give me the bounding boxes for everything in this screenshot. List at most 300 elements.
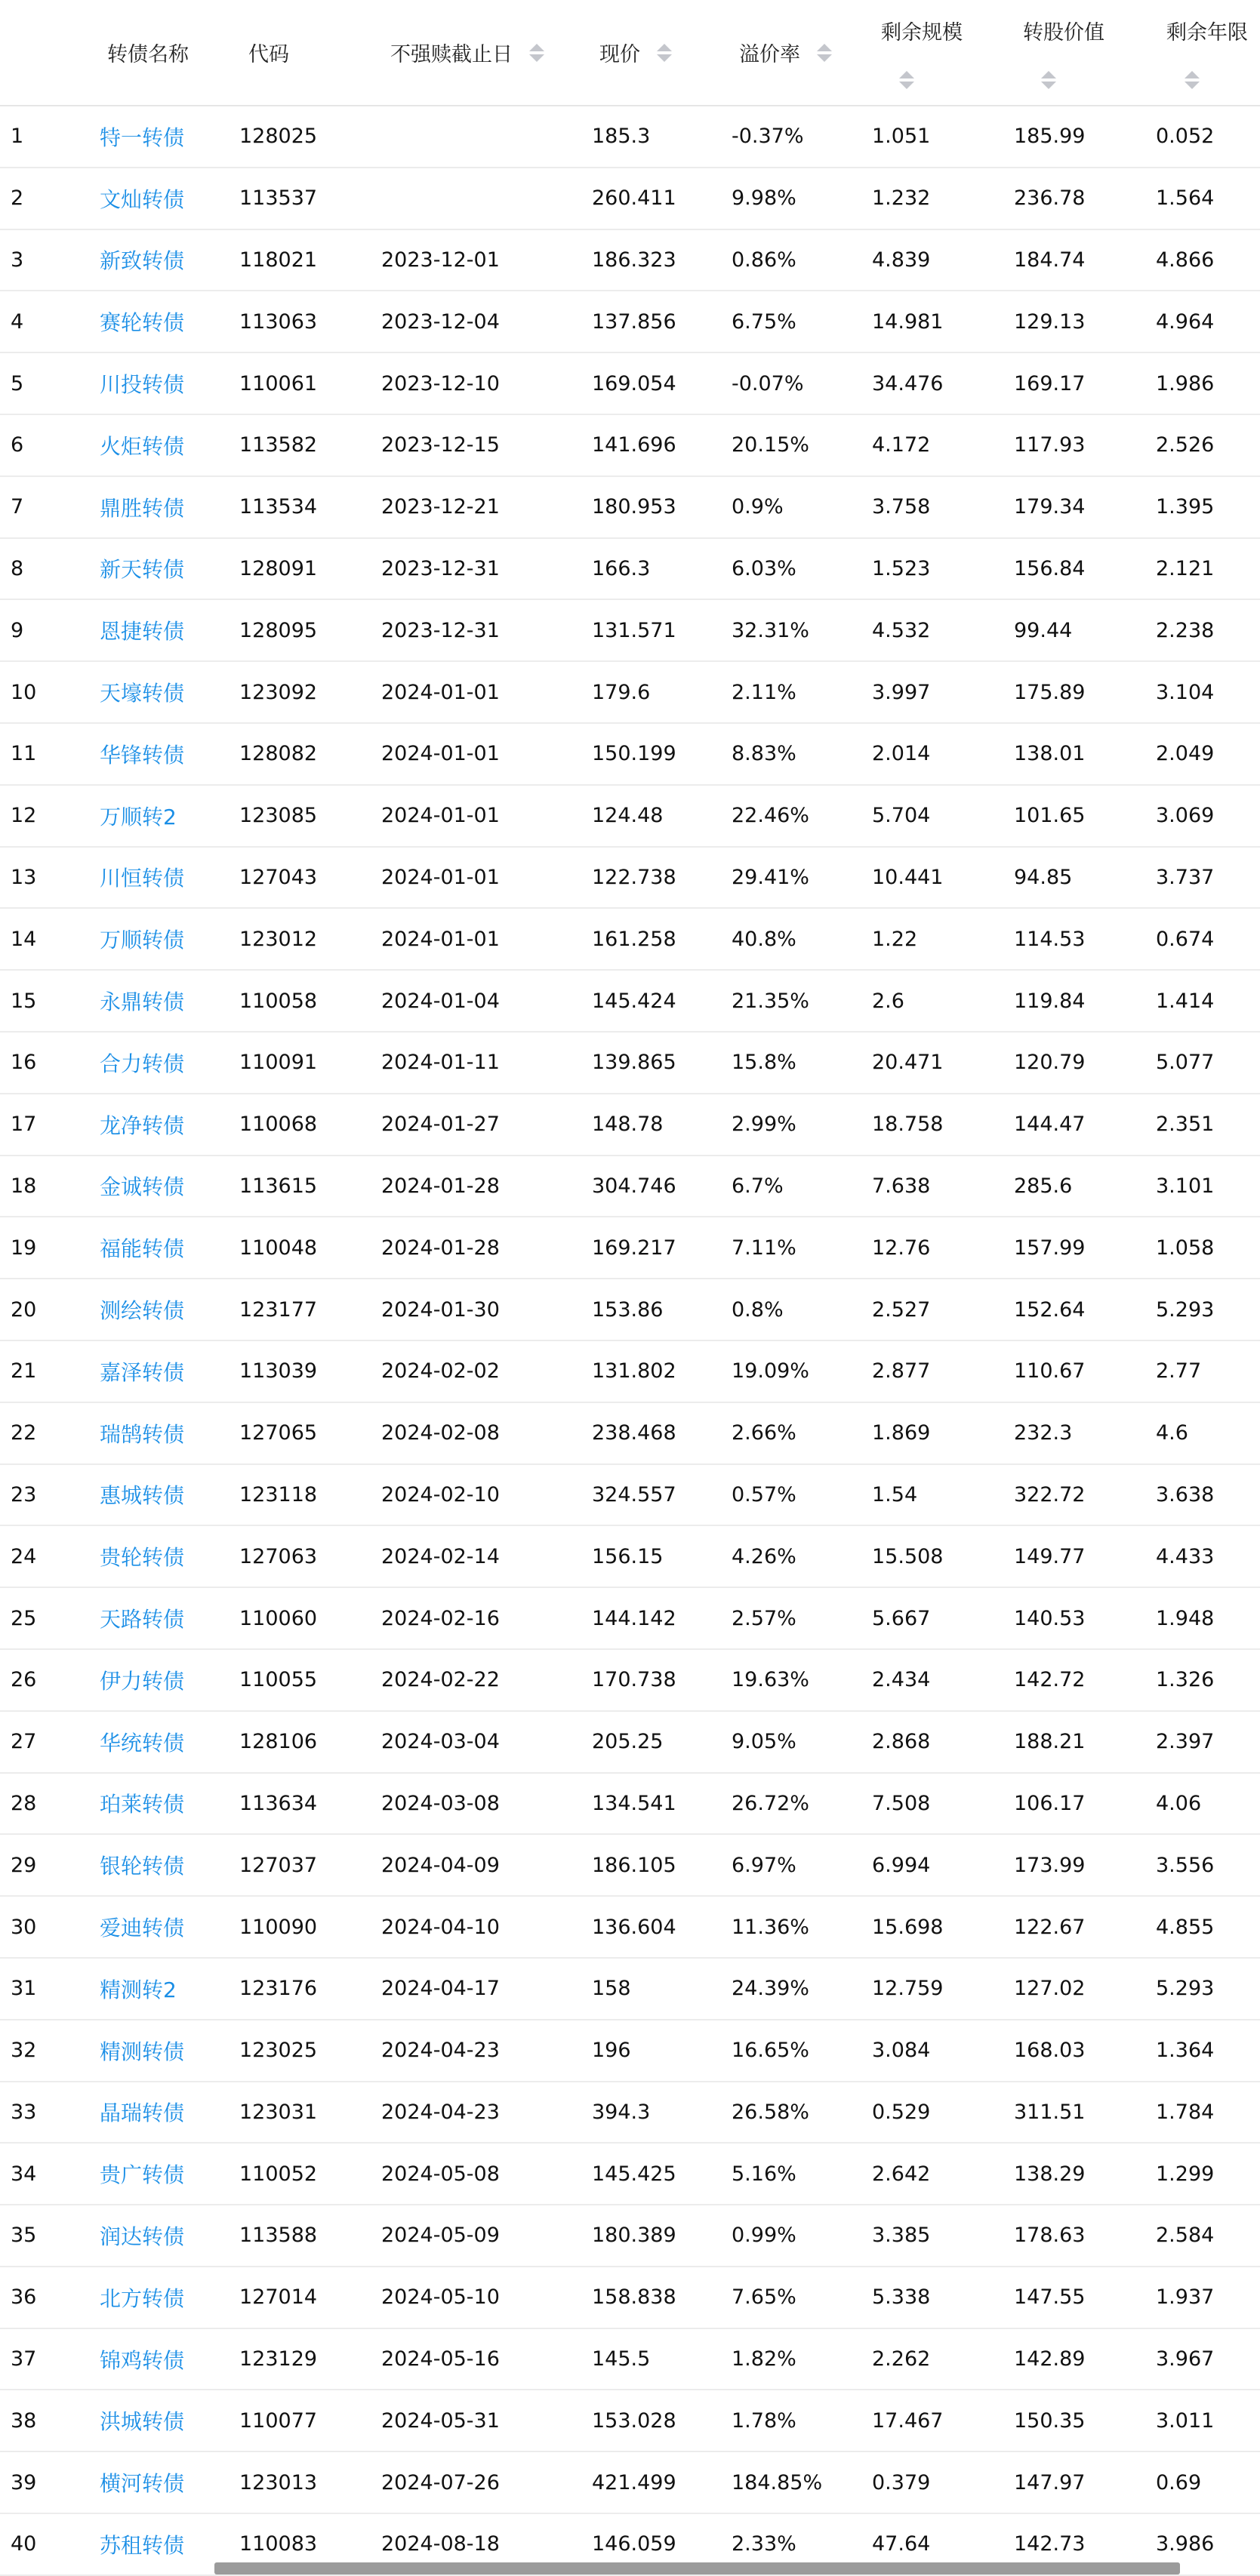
row-index: 20 <box>0 1279 100 1340</box>
redeem-date: 2023-12-01 <box>381 229 592 291</box>
premium-rate: 2.99% <box>732 1094 872 1156</box>
remaining-years: 1.986 <box>1156 352 1260 414</box>
row-index: 9 <box>0 599 100 661</box>
row-index: 24 <box>0 1525 100 1587</box>
remaining-years: 3.986 <box>1156 2513 1260 2575</box>
bond-code: 113588 <box>239 2205 381 2267</box>
remaining-size: 1.54 <box>872 1464 1014 1526</box>
remaining-size: 4.532 <box>872 599 1014 661</box>
remaining-size: 15.508 <box>872 1525 1014 1587</box>
remaining-size: 0.529 <box>872 2082 1014 2144</box>
row-index: 4 <box>0 291 100 352</box>
table-row[interactable] <box>0 1032 1260 1094</box>
table-row[interactable] <box>0 723 1260 785</box>
conversion-value: 147.55 <box>1014 2267 1156 2328</box>
price: 166.3 <box>592 538 732 600</box>
bond-name-link[interactable]: 晶瑞转债 <box>100 2082 239 2144</box>
bond-name-link[interactable]: 华统转债 <box>100 1711 239 1773</box>
remaining-size: 10.441 <box>872 847 1014 909</box>
redeem-date: 2024-01-28 <box>381 1217 592 1279</box>
redeem-date: 2024-04-23 <box>381 2082 592 2144</box>
conversion-value: 144.47 <box>1014 1094 1156 1156</box>
table-row[interactable] <box>0 1958 1260 2020</box>
bond-name-link[interactable]: 苏租转债 <box>100 2513 239 2575</box>
table-row[interactable] <box>0 1711 1260 1773</box>
premium-rate: 1.82% <box>732 2328 872 2390</box>
conversion-value: 142.89 <box>1014 2328 1156 2390</box>
bond-name-link[interactable]: 合力转债 <box>100 1032 239 1094</box>
redeem-date: 2024-04-17 <box>381 1958 592 2020</box>
row-index: 12 <box>0 785 100 847</box>
bond-name-link[interactable]: 贵轮转债 <box>100 1525 239 1587</box>
bond-name-link[interactable]: 润达转债 <box>100 2205 239 2267</box>
table-row[interactable] <box>0 538 1260 600</box>
row-index: 15 <box>0 970 100 1032</box>
price: 144.142 <box>592 1587 732 1649</box>
bond-name-link[interactable]: 川恒转债 <box>100 847 239 909</box>
bond-name-link[interactable]: 洪城转债 <box>100 2390 239 2451</box>
remaining-years: 3.638 <box>1156 1464 1260 1526</box>
redeem-date: 2024-01-27 <box>381 1094 592 1156</box>
bond-code: 110077 <box>239 2390 381 2451</box>
redeem-date: 2023-12-15 <box>381 414 592 476</box>
bond-code: 123025 <box>239 2020 381 2082</box>
table-row[interactable] <box>0 2267 1260 2328</box>
horizontal-scrollbar[interactable] <box>214 2562 1180 2574</box>
conversion-value: 236.78 <box>1014 168 1156 229</box>
bond-name-link[interactable]: 精测转债 <box>100 2020 239 2082</box>
premium-rate: 19.09% <box>732 1340 872 1402</box>
conversion-value: 142.73 <box>1014 2513 1156 2575</box>
bond-code: 113063 <box>239 291 381 352</box>
remaining-size: 12.76 <box>872 1217 1014 1279</box>
redeem-date: 2024-04-09 <box>381 1834 592 1896</box>
price: 421.499 <box>592 2451 732 2513</box>
premium-rate: 32.31% <box>732 599 872 661</box>
bond-code: 127063 <box>239 1525 381 1587</box>
conversion-value: 138.29 <box>1014 2143 1156 2205</box>
remaining-years: 2.238 <box>1156 599 1260 661</box>
price: 137.856 <box>592 291 732 352</box>
row-index: 33 <box>0 2082 100 2144</box>
redeem-date: 2023-12-04 <box>381 291 592 352</box>
row-index: 11 <box>0 723 100 785</box>
remaining-size: 6.994 <box>872 1834 1014 1896</box>
table-row[interactable] <box>0 1279 1260 1340</box>
table-row[interactable] <box>0 1156 1260 1217</box>
redeem-date: 2024-02-14 <box>381 1525 592 1587</box>
sort-arrows-icon[interactable] <box>1041 71 1056 89</box>
bond-name-link[interactable]: 万顺转2 <box>100 785 239 847</box>
premium-rate: 0.57% <box>732 1464 872 1526</box>
row-index: 36 <box>0 2267 100 2328</box>
redeem-date: 2024-01-01 <box>381 908 592 970</box>
table-row[interactable] <box>0 2328 1260 2390</box>
conversion-value: 232.3 <box>1014 1402 1156 1464</box>
sort-arrows-icon[interactable] <box>657 44 672 62</box>
conversion-value: 152.64 <box>1014 1279 1156 1340</box>
row-index: 10 <box>0 661 100 723</box>
bond-name-link[interactable]: 爱迪转债 <box>100 1896 239 1958</box>
remaining-size: 1.232 <box>872 168 1014 229</box>
remaining-size: 7.638 <box>872 1156 1014 1217</box>
bond-name-link[interactable]: 锦鸡转债 <box>100 2328 239 2390</box>
bond-name-link[interactable]: 惠城转债 <box>100 1464 239 1526</box>
price: 148.78 <box>592 1094 732 1156</box>
bond-code: 113537 <box>239 168 381 229</box>
premium-rate: 2.11% <box>732 661 872 723</box>
table-row[interactable] <box>0 2020 1260 2082</box>
bond-name-link[interactable]: 福能转债 <box>100 1217 239 1279</box>
table-row[interactable] <box>0 847 1260 909</box>
remaining-years: 2.049 <box>1156 723 1260 785</box>
header-conversion-value[interactable] <box>1014 0 1156 106</box>
conversion-value: 156.84 <box>1014 538 1156 600</box>
table-row[interactable] <box>0 1217 1260 1279</box>
table-row[interactable] <box>0 908 1260 970</box>
row-index: 32 <box>0 2020 100 2082</box>
header-code[interactable] <box>239 0 381 106</box>
price: 124.48 <box>592 785 732 847</box>
table-row[interactable] <box>0 476 1260 538</box>
bond-name-link[interactable]: 测绘转债 <box>100 1279 239 1340</box>
row-index: 8 <box>0 538 100 600</box>
row-index: 38 <box>0 2390 100 2451</box>
row-index: 34 <box>0 2143 100 2205</box>
bond-name-link[interactable]: 新天转债 <box>100 538 239 600</box>
redeem-date: 2024-05-09 <box>381 2205 592 2267</box>
remaining-size: 34.476 <box>872 352 1014 414</box>
table-row[interactable] <box>0 1094 1260 1156</box>
row-index: 26 <box>0 1649 100 1711</box>
conversion-value: 188.21 <box>1014 1711 1156 1773</box>
row-index: 18 <box>0 1156 100 1217</box>
sort-arrows-icon[interactable] <box>1185 71 1200 89</box>
bond-name-link[interactable]: 北方转债 <box>100 2267 239 2328</box>
table-row[interactable] <box>0 661 1260 723</box>
bond-name-link[interactable]: 贵广转债 <box>100 2143 239 2205</box>
remaining-size: 1.523 <box>872 538 1014 600</box>
price: 185.3 <box>592 106 732 168</box>
remaining-years: 0.052 <box>1156 106 1260 168</box>
price: 153.028 <box>592 2390 732 2451</box>
premium-rate: 11.36% <box>732 1896 872 1958</box>
bond-code: 110068 <box>239 1094 381 1156</box>
premium-rate: 16.65% <box>732 2020 872 2082</box>
bond-code: 128082 <box>239 723 381 785</box>
premium-rate: 21.35% <box>732 970 872 1032</box>
redeem-date: 2024-03-08 <box>381 1773 592 1835</box>
premium-rate: 29.41% <box>732 847 872 909</box>
bond-name-link[interactable]: 珀莱转债 <box>100 1773 239 1835</box>
premium-rate: 1.78% <box>732 2390 872 2451</box>
table-body <box>0 106 1260 2575</box>
price: 170.738 <box>592 1649 732 1711</box>
bond-name-link[interactable]: 川投转债 <box>100 352 239 414</box>
table-row[interactable] <box>0 2390 1260 2451</box>
remaining-size: 2.877 <box>872 1340 1014 1402</box>
premium-rate: 9.05% <box>732 1711 872 1773</box>
bond-name-link[interactable]: 万顺转债 <box>100 908 239 970</box>
remaining-size: 0.379 <box>872 2451 1014 2513</box>
bond-code: 127065 <box>239 1402 381 1464</box>
table-row[interactable] <box>0 168 1260 229</box>
bond-code: 110052 <box>239 2143 381 2205</box>
row-index: 17 <box>0 1094 100 1156</box>
remaining-years: 4.866 <box>1156 229 1260 291</box>
table-row[interactable] <box>0 1834 1260 1896</box>
table-row[interactable] <box>0 1773 1260 1835</box>
remaining-years: 5.293 <box>1156 1958 1260 2020</box>
price: 304.746 <box>592 1156 732 1217</box>
price: 145.424 <box>592 970 732 1032</box>
header-index <box>0 0 100 106</box>
price: 260.411 <box>592 168 732 229</box>
remaining-size: 18.758 <box>872 1094 1014 1156</box>
premium-rate: 20.15% <box>732 414 872 476</box>
redeem-date: 2024-02-22 <box>381 1649 592 1711</box>
redeem-date: 2024-01-01 <box>381 723 592 785</box>
redeem-date: 2024-01-28 <box>381 1156 592 1217</box>
bond-code: 123031 <box>239 2082 381 2144</box>
remaining-years: 1.326 <box>1156 1649 1260 1711</box>
price: 141.696 <box>592 414 732 476</box>
sort-arrows-icon[interactable] <box>899 71 914 89</box>
remaining-size: 2.642 <box>872 2143 1014 2205</box>
header-price-label: 现价 <box>599 43 640 66</box>
premium-rate: 22.46% <box>732 785 872 847</box>
premium-rate: 0.99% <box>732 2205 872 2267</box>
bond-name-link[interactable]: 天壕转债 <box>100 661 239 723</box>
conversion-value: 120.79 <box>1014 1032 1156 1094</box>
row-index: 35 <box>0 2205 100 2267</box>
price: 131.802 <box>592 1340 732 1402</box>
bond-name-link[interactable]: 天路转债 <box>100 1587 239 1649</box>
bond-name-link[interactable]: 瑞鹄转债 <box>100 1402 239 1464</box>
redeem-date: 2024-05-16 <box>381 2328 592 2390</box>
bond-code: 113634 <box>239 1773 381 1835</box>
price: 196 <box>592 2020 732 2082</box>
price: 180.389 <box>592 2205 732 2267</box>
header-name[interactable] <box>100 0 239 106</box>
bond-name-link[interactable]: 恩捷转债 <box>100 599 239 661</box>
row-index: 16 <box>0 1032 100 1094</box>
redeem-date: 2024-01-01 <box>381 785 592 847</box>
redeem-date: 2024-07-26 <box>381 2451 592 2513</box>
remaining-years: 2.526 <box>1156 414 1260 476</box>
table-row[interactable] <box>0 291 1260 352</box>
remaining-years: 0.69 <box>1156 2451 1260 2513</box>
price: 238.468 <box>592 1402 732 1464</box>
conversion-value: 101.65 <box>1014 785 1156 847</box>
remaining-years: 2.584 <box>1156 2205 1260 2267</box>
table-row[interactable] <box>0 414 1260 476</box>
remaining-size: 1.869 <box>872 1402 1014 1464</box>
bond-name-link[interactable]: 金诚转债 <box>100 1156 239 1217</box>
bond-name-link[interactable]: 文灿转债 <box>100 168 239 229</box>
conversion-value: 184.74 <box>1014 229 1156 291</box>
row-index: 13 <box>0 847 100 909</box>
header-remaining-years[interactable] <box>1156 0 1260 106</box>
premium-rate: 9.98% <box>732 168 872 229</box>
table-row[interactable] <box>0 352 1260 414</box>
table-row[interactable] <box>0 1649 1260 1711</box>
bond-name-link[interactable]: 新致转债 <box>100 229 239 291</box>
table-row[interactable] <box>0 1402 1260 1464</box>
remaining-size: 2.6 <box>872 970 1014 1032</box>
table-row[interactable] <box>0 1896 1260 1958</box>
price: 186.323 <box>592 229 732 291</box>
conversion-value: 127.02 <box>1014 1958 1156 2020</box>
table-row[interactable] <box>0 785 1260 847</box>
conversion-value: 149.77 <box>1014 1525 1156 1587</box>
redeem-date: 2024-02-08 <box>381 1402 592 1464</box>
remaining-years: 1.299 <box>1156 2143 1260 2205</box>
remaining-years: 5.293 <box>1156 1279 1260 1340</box>
remaining-years: 1.058 <box>1156 1217 1260 1279</box>
header-remaining-size[interactable] <box>872 0 1014 106</box>
remaining-size: 20.471 <box>872 1032 1014 1094</box>
redeem-date: 2024-01-30 <box>381 1279 592 1340</box>
premium-rate: 15.8% <box>732 1032 872 1094</box>
row-index: 1 <box>0 106 100 168</box>
conversion-value: 173.99 <box>1014 1834 1156 1896</box>
remaining-years: 3.556 <box>1156 1834 1260 1896</box>
row-index: 23 <box>0 1464 100 1526</box>
remaining-size: 17.467 <box>872 2390 1014 2451</box>
redeem-date: 2024-02-16 <box>381 1587 592 1649</box>
row-index: 6 <box>0 414 100 476</box>
bond-name-link[interactable]: 横河转债 <box>100 2451 239 2513</box>
bond-name-link[interactable]: 银轮转债 <box>100 1834 239 1896</box>
redeem-date: 2024-08-18 <box>381 2513 592 2575</box>
bond-name-link[interactable]: 伊力转债 <box>100 1649 239 1711</box>
redeem-date: 2024-01-11 <box>381 1032 592 1094</box>
price: 158.838 <box>592 2267 732 2328</box>
table-row[interactable] <box>0 1587 1260 1649</box>
premium-rate: 2.57% <box>732 1587 872 1649</box>
sort-arrows-icon[interactable] <box>529 44 544 62</box>
table-row[interactable] <box>0 1464 1260 1526</box>
remaining-years: 2.121 <box>1156 538 1260 600</box>
conversion-value: 175.89 <box>1014 661 1156 723</box>
row-index: 29 <box>0 1834 100 1896</box>
price: 145.425 <box>592 2143 732 2205</box>
remaining-years: 1.414 <box>1156 970 1260 1032</box>
row-index: 22 <box>0 1402 100 1464</box>
row-index: 3 <box>0 229 100 291</box>
bond-name-link[interactable]: 鼎胜转债 <box>100 476 239 538</box>
conversion-value: 185.99 <box>1014 106 1156 168</box>
remaining-years: 3.104 <box>1156 661 1260 723</box>
bond-name-link[interactable]: 龙净转债 <box>100 1094 239 1156</box>
bond-name-link[interactable]: 火炬转债 <box>100 414 239 476</box>
table-row[interactable] <box>0 2205 1260 2267</box>
bond-name-link[interactable]: 华锋转债 <box>100 723 239 785</box>
header-code-label: 代码 <box>248 43 289 66</box>
remaining-size: 5.667 <box>872 1587 1014 1649</box>
remaining-size: 4.172 <box>872 414 1014 476</box>
bond-code: 128025 <box>239 106 381 168</box>
table-row[interactable] <box>0 599 1260 661</box>
bond-name-link[interactable]: 精测转2 <box>100 1958 239 2020</box>
bond-code: 123013 <box>239 2451 381 2513</box>
premium-rate: 184.85% <box>732 2451 872 2513</box>
table-row[interactable] <box>0 229 1260 291</box>
header-remaining-size-label: 剩余规模 <box>881 21 963 45</box>
premium-rate: 24.39% <box>732 1958 872 2020</box>
remaining-size: 7.508 <box>872 1773 1014 1835</box>
bond-code: 113039 <box>239 1340 381 1402</box>
table-row[interactable] <box>0 106 1260 168</box>
price: 180.953 <box>592 476 732 538</box>
bond-code: 123177 <box>239 1279 381 1340</box>
redeem-date: 2023-12-31 <box>381 538 592 600</box>
bond-name-link[interactable]: 嘉泽转债 <box>100 1340 239 1402</box>
premium-rate: 2.66% <box>732 1402 872 1464</box>
remaining-years: 5.077 <box>1156 1032 1260 1094</box>
remaining-years: 1.948 <box>1156 1587 1260 1649</box>
table-row[interactable] <box>0 2143 1260 2205</box>
price: 186.105 <box>592 1834 732 1896</box>
redeem-date: 2024-05-08 <box>381 2143 592 2205</box>
conversion-value: 178.63 <box>1014 2205 1156 2267</box>
premium-rate: 7.11% <box>732 1217 872 1279</box>
bond-code: 127014 <box>239 2267 381 2328</box>
header-remaining-years-label: 剩余年限 <box>1166 21 1248 45</box>
header-redeem-date-label: 不强赎截止日 <box>390 43 513 66</box>
conversion-value: 150.35 <box>1014 2390 1156 2451</box>
table-row[interactable] <box>0 2451 1260 2513</box>
header-price[interactable] <box>592 0 732 106</box>
premium-rate: 8.83% <box>732 723 872 785</box>
remaining-size: 5.704 <box>872 785 1014 847</box>
remaining-years: 3.011 <box>1156 2390 1260 2451</box>
bond-code: 123118 <box>239 1464 381 1526</box>
remaining-size: 14.981 <box>872 291 1014 352</box>
header-premium[interactable] <box>732 0 872 106</box>
table-row[interactable] <box>0 1525 1260 1587</box>
bond-name-link[interactable]: 赛轮转债 <box>100 291 239 352</box>
row-index: 37 <box>0 2328 100 2390</box>
redeem-date: 2024-03-04 <box>381 1711 592 1773</box>
bond-name-link[interactable]: 永鼎转债 <box>100 970 239 1032</box>
remaining-years: 4.855 <box>1156 1896 1260 1958</box>
conversion-value: 106.17 <box>1014 1773 1156 1835</box>
sort-arrows-icon[interactable] <box>817 44 832 62</box>
premium-rate: 7.65% <box>732 2267 872 2328</box>
remaining-years: 0.674 <box>1156 908 1260 970</box>
remaining-size: 5.338 <box>872 2267 1014 2328</box>
table-row[interactable] <box>0 970 1260 1032</box>
remaining-years: 4.433 <box>1156 1525 1260 1587</box>
bond-code: 110091 <box>239 1032 381 1094</box>
remaining-size: 2.434 <box>872 1649 1014 1711</box>
price: 161.258 <box>592 908 732 970</box>
table-row[interactable] <box>0 2082 1260 2144</box>
remaining-size: 2.262 <box>872 2328 1014 2390</box>
row-index: 40 <box>0 2513 100 2575</box>
bond-name-link[interactable]: 特一转债 <box>100 106 239 168</box>
table-row[interactable] <box>0 1340 1260 1402</box>
premium-rate: -0.07% <box>732 352 872 414</box>
header-redeem-date[interactable] <box>381 0 592 106</box>
remaining-years: 1.564 <box>1156 168 1260 229</box>
premium-rate: 0.8% <box>732 1279 872 1340</box>
redeem-date: 2024-05-31 <box>381 2390 592 2451</box>
price: 169.054 <box>592 352 732 414</box>
header-conversion-value-label: 转股价值 <box>1023 21 1104 45</box>
